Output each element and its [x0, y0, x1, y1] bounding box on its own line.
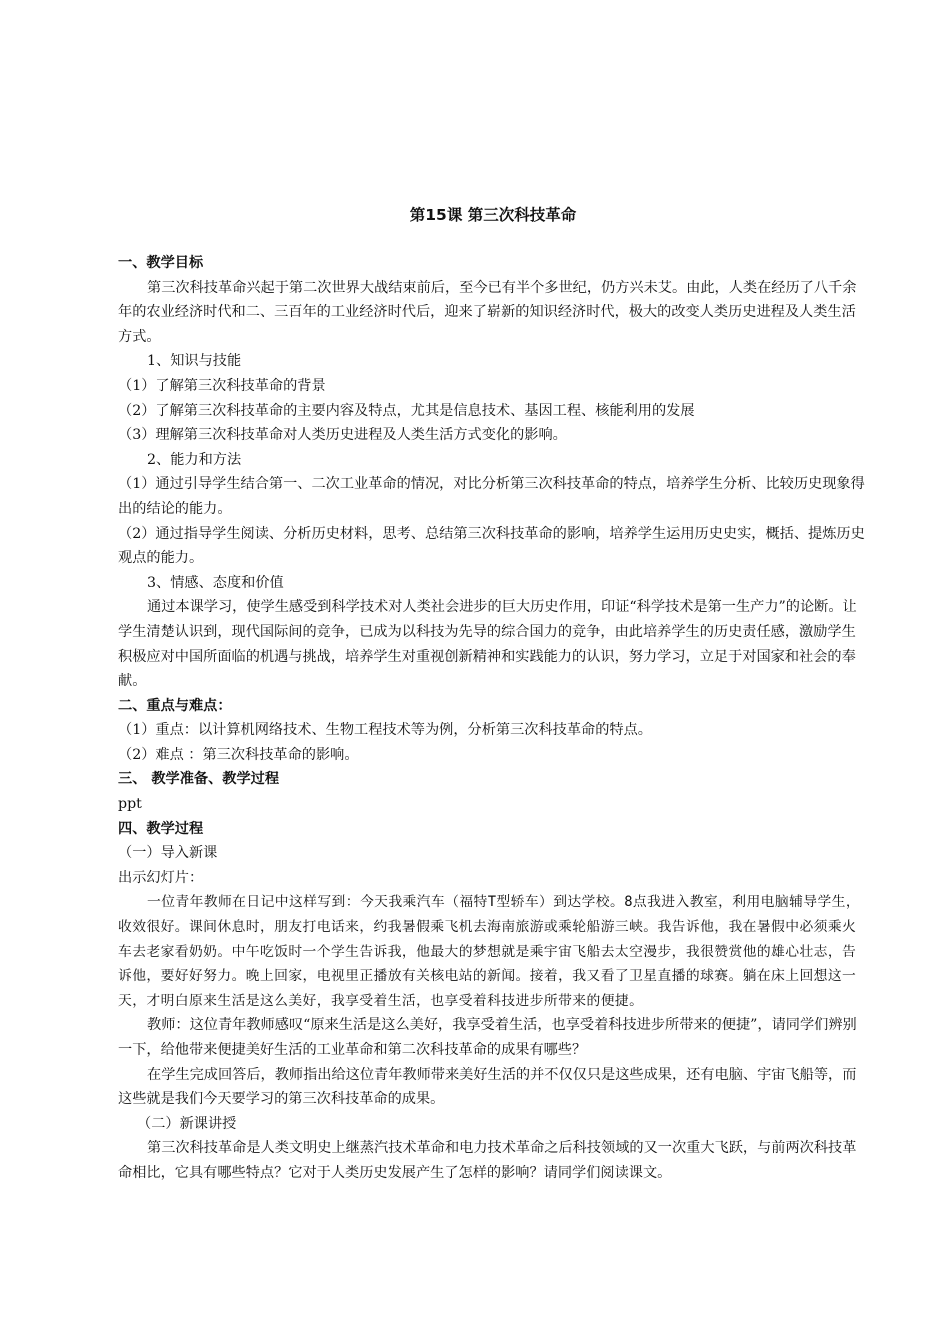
subheading-ability: 2、能力和方法 — [147, 451, 242, 468]
paragraph-show-slide: 出示幻灯片： — [118, 869, 204, 886]
subheading-intro-lesson: （一）导入新课 — [118, 845, 218, 862]
paragraph-emotion: 通过本课学习，使学生感受到科学技术对人类社会进步的巨大历史作用，印证“科学技术是第一生产力”的论断。让学生清楚认识到，现代国际间的竞争，已成为以科技为先导的综合国力的竞争，由此培养学生的历史责任感，激励学生积极应对中国所面临的机遇与挑战，培养学生对重视创新精神和实践能力的认识，努力学习，立足于对国家和社会的奉献。 — [118, 599, 857, 690]
section-heading-process: 四、教学过程 — [118, 820, 204, 837]
list-item-ability-1: （1）通过引导学生结合第一、二次工业革命的情况，对比分析第三次科技革命的特点，培养学生分析、比较历史现象得出的结论的能力。 — [118, 476, 865, 517]
section-heading-objectives: 一、教学目标 — [118, 255, 204, 271]
subheading-knowledge: 1、知识与技能 — [147, 353, 242, 370]
list-item-key-point: （1）重点：以计算机网络技术、生物工程技术等为例，分析第三次科技革命的特点。 — [118, 722, 652, 739]
paragraph-teacher-question: 教师：这位青年教师感叹“原来生活是这么美好，我享受着生活，也享受着科技进步所带来的便捷”，请同学们辨别一下，给他带来便捷美好生活的工业革命和第二次科技革命的成果有哪些？ — [118, 1017, 857, 1058]
list-item-knowledge-1: （1）了解第三次科技革命的背景 — [118, 377, 326, 394]
page-title: 第15课 第三次科技革命 — [409, 206, 577, 224]
list-item-ability-2: （2）通过指导学生阅读、分析历史材料，思考、总结第三次科技革命的影响，培养学生运用历史史实，概括、提炼历史观点的能力。 — [118, 525, 865, 567]
paragraph-new-lesson: 第三次科技革命是人类文明史上继蒸汽技术革命和电力技术革命之后科技领域的又一次重大飞跃，与前两次科技革命相比，它具有哪些特点？它对于人类历史发展产生了怎样的影响？请同学们阅读课文。 — [118, 1140, 857, 1181]
paragraph-ppt: ppt — [118, 796, 142, 813]
list-item-knowledge-3: （3）理解第三次科技革命对人类历史进程及人类生活方式变化的影响。 — [118, 427, 567, 444]
subheading-new-lesson: （二）新课讲授 — [137, 1115, 237, 1132]
paragraph-intro: 第三次科技革命兴起于第二次世界大战结束前后，至今已有半个多世纪，仍方兴未艾。由此，人类在经历了八千余年的农业经济时代和二、三百年的工业经济时代后，迎来了崭新的知识经济时代，极大的改变人类历史进程及人类生活方式。 — [118, 279, 857, 345]
paragraph-after-answer: 在学生完成回答后，教师指出给这位青年教师带来美好生活的并不仅仅只是这些成果，还有电脑、宇宙飞船等，而这些就是我们今天要学习的第三次科技革命的成果。 — [118, 1066, 857, 1108]
section-heading-key-points: 二、重点与难点： — [118, 697, 232, 714]
document-body — [118, 251, 868, 1186]
list-item-difficulty: （2）难点 ：第三次科技革命的影响。 — [118, 746, 359, 763]
subheading-emotion: 3、情感、态度和价值 — [147, 574, 284, 591]
paragraph-teacher-diary: 一位青年教师在日记中这样写到：今天我乘汽车（福特T型轿车）到达学校。8点我进入教室，利用电脑辅导学生，收效很好。课间休息时，朋友打电话来，约我暑假乘飞机去海南旅游或乘轮船游三峡。我告诉他，我在暑假中必须乘火车去老家看奶奶。中午吃饭时一个学生告诉我，他最大的梦想就是乘宇宙飞船去太空漫步，我很赞赏他的雄心壮志，告诉他，要好好努力。晚上回家，电视里正播放有关核电站的新闻。接着，我又看了卫星直播的球赛。躺在床上回想这一天，才明白原来生活是这么美好，我享受着生活，也享受着科技进步所带来的便捷。 — [118, 894, 861, 1009]
section-heading-preparation: 三、 教学准备、教学过程 — [118, 771, 280, 788]
list-item-knowledge-2: （2）了解第三次科技革命的主要内容及特点，尤其是信息技术、基因工程、核能利用的发展 — [118, 402, 695, 419]
